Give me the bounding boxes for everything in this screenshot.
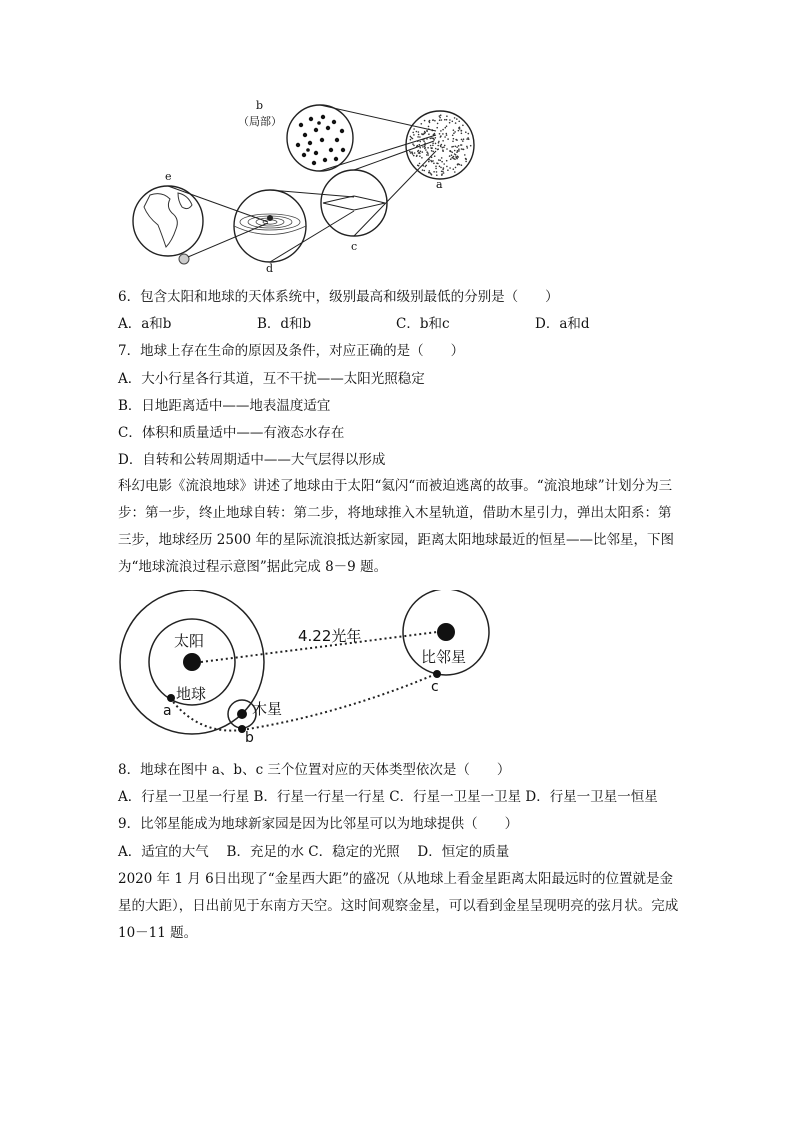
- label-sun: 太阳: [174, 632, 205, 650]
- label-position-b: b: [245, 730, 254, 746]
- q6-option-b[interactable]: B．d和b: [257, 316, 312, 332]
- earth-globe: [133, 186, 203, 264]
- q7-option-c[interactable]: C．体积和质量适中——有液态水存在: [118, 425, 345, 441]
- question-7-stem: 7．地球上存在生命的原因及条件，对应正确的是（ ）: [118, 343, 465, 359]
- question-6-options: [118, 315, 590, 333]
- label-jupiter: 木星: [252, 700, 283, 718]
- question-9-stem: 9．比邻星能成为地球新家园是因为比邻星可以为地球提供（ ）: [118, 816, 519, 832]
- q6-option-c[interactable]: C．b和c: [396, 316, 450, 332]
- q6-option-d[interactable]: D．a和d: [535, 316, 590, 332]
- wandering-earth-figure: [118, 590, 498, 750]
- position-c-dot: [433, 670, 441, 678]
- figure1-label-e: e: [165, 170, 172, 183]
- q7-option-d[interactable]: D．自转和公转周期适中——大气层得以形成: [118, 452, 386, 468]
- question-6-stem: 6．包含太阳和地球的天体系统中，级别最高和级别最低的分别是（ ）: [118, 289, 559, 305]
- solar-system-circle: [234, 190, 306, 262]
- question-9-options[interactable]: A．适宜的大气 B．充足的水 C．稳定的光照 D．恒定的质量: [118, 844, 510, 860]
- universe-circle: [406, 111, 474, 179]
- q7-option-b[interactable]: B．日地距离适中——地表温度适宜: [118, 398, 331, 414]
- figure1-label-c: c: [351, 240, 358, 253]
- q6-option-a[interactable]: A．a和b: [118, 316, 172, 332]
- milky-way-circle: [321, 170, 387, 236]
- passage-venus-elongation: 2020 年 1 月 6日出现了“金星西大距”的盛况（从地球上看金星距离太阳最远时的位置就是金星的大距），日出前见于东南方天空。这时间观察金星，可以看到金星呈现明亮的弦月状。完成 10－11 题。: [118, 871, 679, 941]
- figure1-label-a: a: [436, 178, 443, 191]
- question-8-options[interactable]: A．行星一卫星一行星 B．行星一行星一行星 C．行星一卫星一卫星 D．行星一卫星一恒星: [118, 789, 658, 805]
- proxima-dot: [437, 623, 455, 641]
- sun-dot: [183, 653, 201, 671]
- figure1-label-b: b: [256, 99, 264, 112]
- jupiter-dot: [237, 709, 247, 719]
- question-8-stem: 8．地球在图中 a、b、c 三个位置对应的天体类型依次是（ ）: [118, 762, 511, 778]
- figure1-label-d: d: [266, 262, 274, 275]
- label-position-a: a: [163, 703, 172, 719]
- label-proxima: 比邻星: [421, 648, 467, 666]
- label-position-c: c: [431, 679, 439, 695]
- label-distance: 4.22光年: [298, 627, 362, 645]
- position-a-dot: [167, 694, 175, 702]
- label-earth: 地球: [176, 685, 207, 703]
- passage-wandering-earth: 科幻电影《流浪地球》讲述了地球由于太阳“氦闪“而被迫逃离的故事。“流浪地球”计划分为三步：第一步，终止地球自转：第二步，将地球推入木星轨道，借助木星引力，弹出太阳系：第三步，地球经历 2500 年的星际流浪抵达新家园，距离太阳地球最近的恒星——比邻星，下图为“地球流浪过程示意图”据此完成 8－9 题。: [118, 478, 674, 575]
- celestial-systems-figure: [118, 95, 518, 280]
- galaxy-local-view: [287, 105, 353, 171]
- figure1-label-b-note: （局部）: [238, 115, 282, 128]
- q7-option-a[interactable]: A．大小行星各行其道，互不干扰——太阳光照稳定: [118, 371, 425, 387]
